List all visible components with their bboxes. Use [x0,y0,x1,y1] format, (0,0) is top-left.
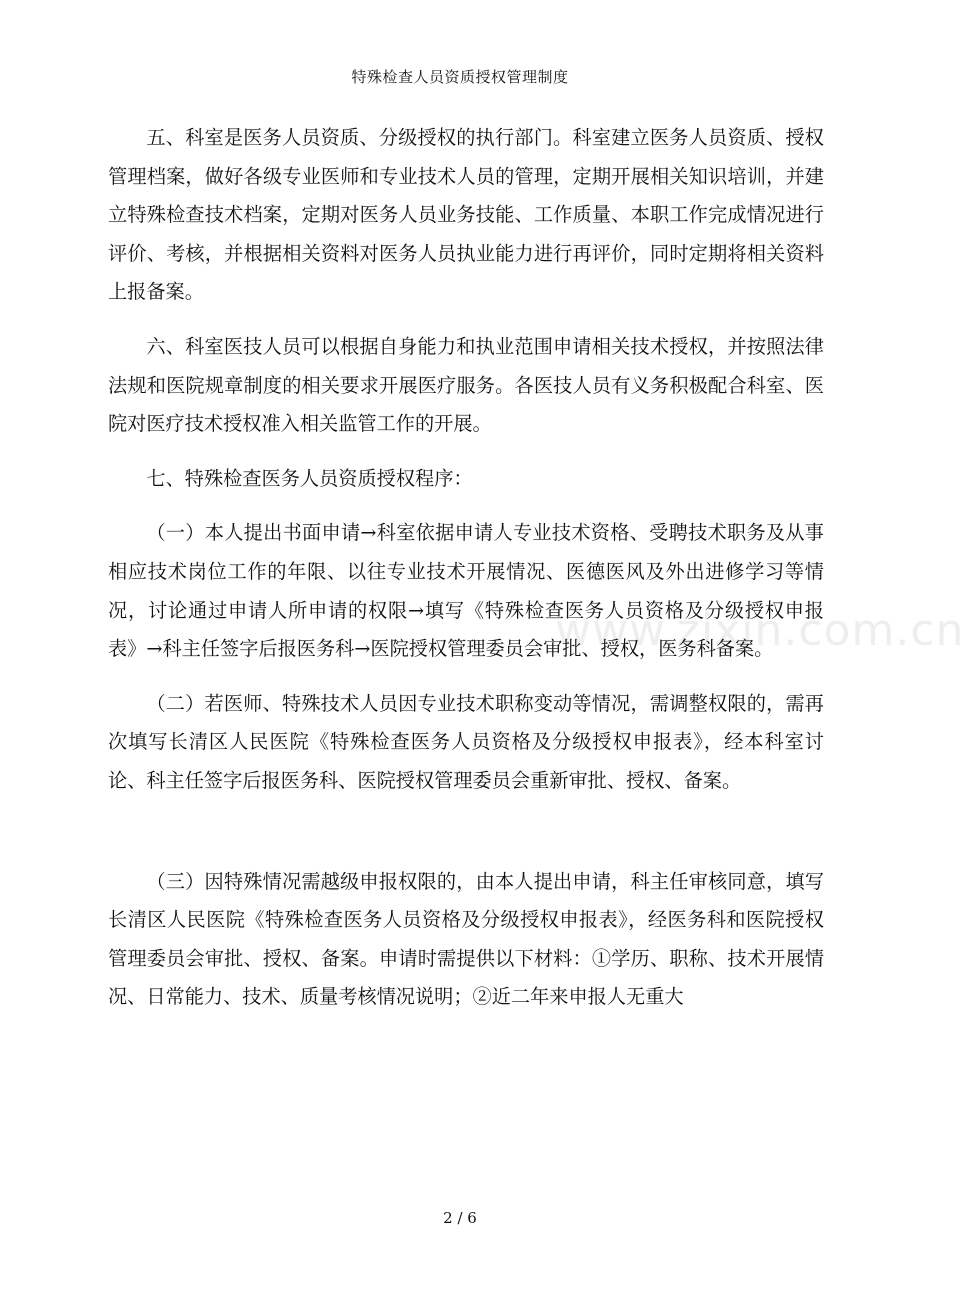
paragraph-five: 五、科室是医务人员资质、分级授权的执行部门。科室建立医务人员资质、授权管理档案，做好各级专业医师和专业技术人员的管理，定期开展相关知识培训，并建立特殊检查技术档案，定期对医务人员业务技能、工作质量、本职工作完成情况进行评价、考核，并根据相关资料对医务人员执业能力进行再评价，同时定期将相关资料上报备案。 [108,126,824,304]
document-body [108,119,824,1033]
page-number: 2 / 6 [443,1209,477,1227]
watermark: www.zixin.com.cn [555,605,964,656]
paragraph-seven-heading: 七、特殊检查医务人员资质授权程序： [146,466,473,490]
paragraph-six: 六、科室医技人员可以根据自身能力和执业范围申请相关技术授权，并按照法律法规和医院规章制度的相关要求开展医疗服务。各医技人员有义务积极配合科室、医院对医疗技术授权准入相关监管工作的开展。 [108,334,824,436]
page-header-title: 特殊检查人员资质授权管理制度 [351,68,569,86]
paragraph-procedure-3: （三）因特殊情况需越级申报权限的，由本人提出申请，科主任审核同意，填写长清区人民医院《特殊检查医务人员资格及分级授权申报表》，经医务科和医院授权管理委员会审批、授权、备案。申请时需提供以下材料：①学历、职称、技术开展情况、日常能力、技术、质量考核情况说明；②近二年来申报人无重大 [108,869,824,1009]
paragraph-procedure-2: （二）若医师、特殊技术人员因专业技术职称变动等情况，需调整权限的，需再次填写长清区人民医院《特殊检查医务人员资格及分级授权申报表》，经本科室讨论、科主任签字后报医务科、医院授权管理委员会重新审批、授权、备案。 [108,691,824,792]
paragraph-procedure-1: （一）本人提出书面申请→科室依据申请人专业技术资格、受聘技术职务及从事相应技术岗位工作的年限、以往专业技术开展情况、医德医风及外出进修学习等情况，讨论通过申请人所申请的权限→填写《特殊检查医务人员资格及分级授权申报表》→科主任签字后报医务科→医院授权管理委员会审批、授权，医务科备案。 [108,521,824,661]
